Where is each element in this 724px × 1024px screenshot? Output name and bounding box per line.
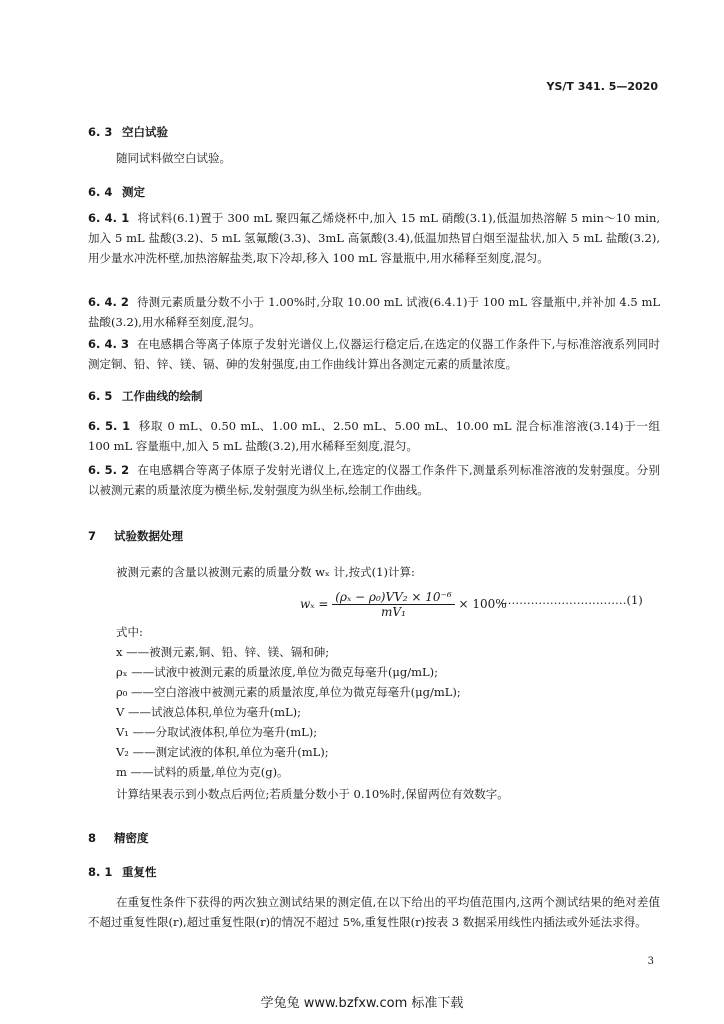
formula-denominator: mV₁ <box>381 605 406 619</box>
result-note: 计算结果表示到小数点后两位;若质量分数小于 0.10%时,保留两位有效数字。 <box>116 787 509 801</box>
definition-item: x ——被测元素,铜、铅、锌、镁、镉和砷; <box>116 645 330 659</box>
formula-1 <box>300 590 507 619</box>
standard-number: YS/T 341. 5—2020 <box>546 80 658 93</box>
definition-item: V₁ ——分取试液体积,单位为毫升(mL); <box>116 725 318 739</box>
formula-number: ……………………………(1) <box>500 593 643 607</box>
clause-text: 在电感耦合等离子体原子发射光谱仪上,仪器运行稳定后,在选定的仪器工作条件下,与标准溶液系列同时测定铜、铅、锌、镁、镉、砷的发射强度,由工作曲线计算出各测定元素的质量浓度。 <box>88 337 661 371</box>
clause-text: 移取 0 mL、0.50 mL、1.00 mL、2.50 mL、5.00 mL、10.00 mL 混合标准溶液(3.14)于一组 100 mL 容量瓶中,加入 5 mL 盐酸(3.2),用水稀释至刻度,混匀。 <box>88 419 661 453</box>
section-7-intro: 被测元素的含量以被测元素的质量分数 wₓ 计,按式(1)计算: <box>116 565 415 579</box>
section-6-3-heading <box>88 124 168 140</box>
definitions-label: 式中: <box>116 625 143 639</box>
definition-item: m ——试料的质量,单位为克(g)。 <box>116 765 289 779</box>
footer-watermark: 学兔兔 www.bzfxw.com 标准下载 <box>260 996 464 1011</box>
section-6-4-1 <box>88 208 660 268</box>
definition-item: ρ₀ ——空白溶液中被测元素的质量浓度,单位为微克每毫升(μg/mL); <box>116 685 461 699</box>
clause-number: 6. 5. 1 <box>88 419 131 433</box>
definition-item: ρₓ ——试液中被测元素的质量浓度,单位为微克每毫升(μg/mL); <box>116 665 439 679</box>
formula-rhs: × 100% <box>458 597 507 611</box>
section-6-4-3 <box>88 334 660 374</box>
section-8-heading <box>88 830 149 846</box>
section-6-3-text: 随同试料做空白试验。 <box>116 151 231 165</box>
section-title: 试验数据处理 <box>114 529 184 543</box>
section-6-5-2 <box>88 460 660 500</box>
clause-number: 6. 4. 2 <box>88 295 129 309</box>
section-title: 精密度 <box>114 831 149 845</box>
section-number: 6. 5 <box>88 389 113 403</box>
section-6-4-2 <box>88 292 660 332</box>
definition-item: V ——试液总体积,单位为毫升(mL); <box>116 705 302 719</box>
section-number: 7 <box>88 529 97 543</box>
clause-text: 待测元素质量分数不小于 1.00%时,分取 10.00 mL 试液(6.4.1)于 100 mL 容量瓶中,并补加 4.5 mL 盐酸(3.2),用水稀释至刻度,混匀。 <box>88 295 661 329</box>
clause-number: 6. 4. 3 <box>88 337 130 351</box>
section-title: 测定 <box>122 185 146 199</box>
section-title: 工作曲线的绘制 <box>122 389 203 403</box>
definition-item: V₂ ——测定试液的体积,单位为毫升(mL); <box>116 745 329 759</box>
clause-text: 将试料(6.1)置于 300 mL 聚四氟乙烯烧杯中,加入 15 mL 硝酸(3.1),低温加热溶解 5 min～10 min,加入 5 mL 盐酸(3.2)、5 mL 氢氟酸(3.3)、3mL 高氯酸(3.4),低温加热冒白烟至湿盐状,加入 5 mL 盐酸(3.2),用少量水冲洗杯壁,加热溶解盐类,取下冷却,移入 100 mL 容量瓶中,用水稀释至刻度,混匀。 <box>88 211 661 265</box>
section-title: 重复性 <box>122 865 157 879</box>
page-number: 3 <box>647 956 654 967</box>
section-6-5-1 <box>88 416 660 456</box>
formula-lhs: wₓ = <box>300 597 329 611</box>
section-8-1-text: 在重复性条件下获得的两次独立测试结果的测定值,在以下给出的平均值范围内,这两个测试结果的绝对差值不超过重复性限(r),超过重复性限(r)的情况不超过 5%,重复性限(r)按表 3 数据采用线性内插法或外延法求得。 <box>88 895 660 929</box>
clause-number: 6. 4. 1 <box>88 211 130 225</box>
section-6-4-heading <box>88 184 145 200</box>
section-title: 空白试验 <box>122 125 169 139</box>
clause-text: 在电感耦合等离子体原子发射光谱仪上,在选定的仪器工作条件下,测量系列标准溶液的发射强度。分别以被测元素的质量浓度为横坐标,发射强度为纵坐标,绘制工作曲线。 <box>88 463 661 497</box>
section-6-5-heading <box>88 388 203 404</box>
section-number: 8. 1 <box>88 865 113 879</box>
formula-numerator: (ρₓ − ρ₀)VV₂ × 10⁻⁶ <box>332 590 454 605</box>
section-number: 6. 4 <box>88 185 113 199</box>
clause-number: 6. 5. 2 <box>88 463 130 477</box>
section-7-heading <box>88 528 183 544</box>
section-8-1-heading <box>88 864 157 880</box>
section-number: 6. 3 <box>88 125 113 139</box>
section-number: 8 <box>88 831 97 845</box>
formula-fraction <box>332 590 454 619</box>
